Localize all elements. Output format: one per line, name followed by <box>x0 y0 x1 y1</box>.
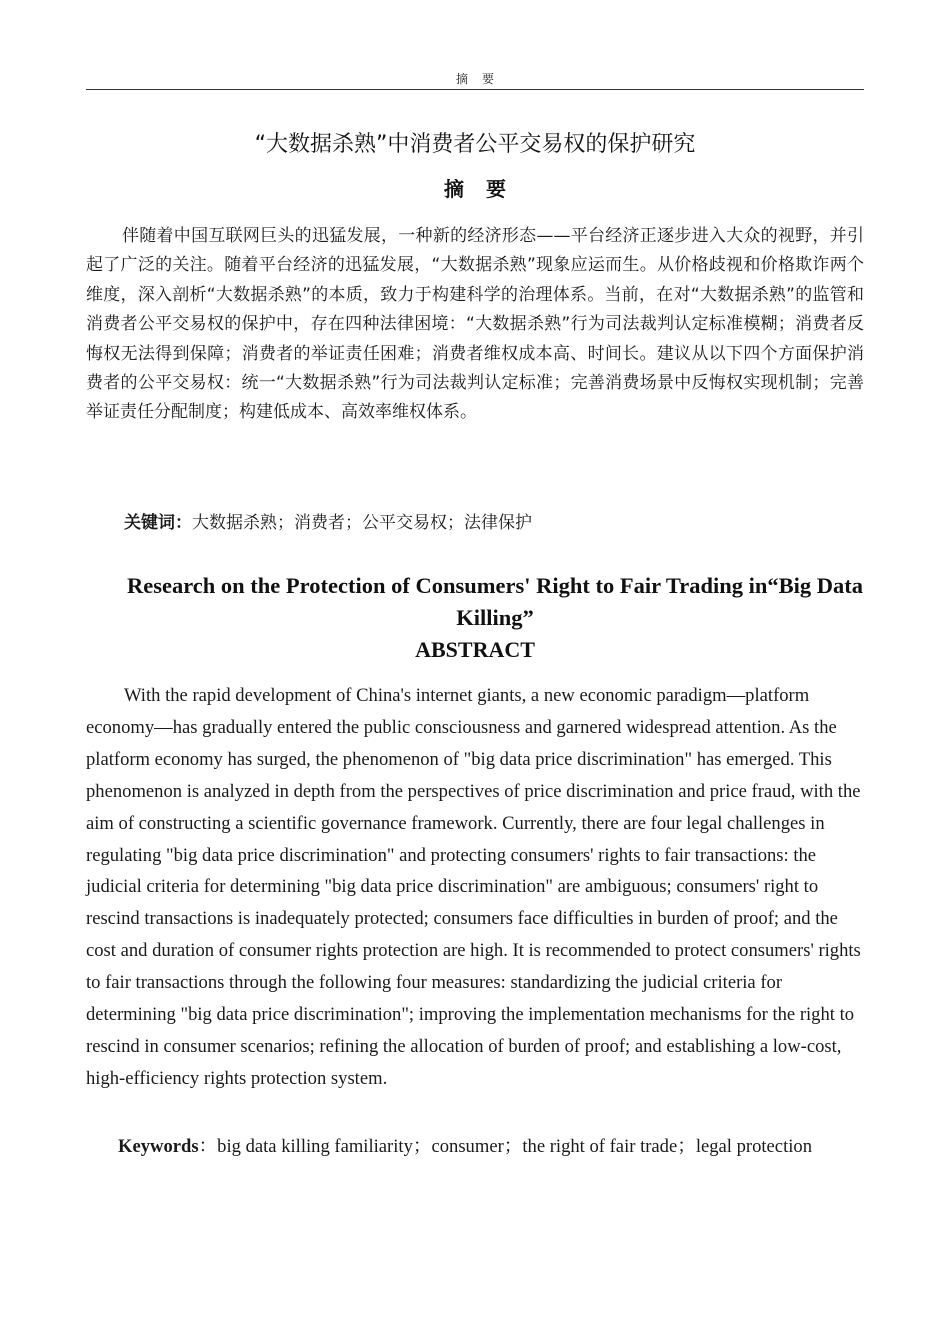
english-keywords <box>118 1132 812 1162</box>
chinese-abstract-body: 伴随着中国互联网巨头的迅猛发展，一种新的经济形态——平台经济正逐步进入大众的视野，并引起了广泛的关注。随着平台经济的迅猛发展，“大数据杀熟”现象应运而生。从价格歧视和价格欺诈两个维度，深入剖析“大数据杀熟”的本质，致力于构建科学的治理体系。当前，在对“大数据杀熟”的监管和消费者公平交易权的保护中，存在四种法律困境：“大数据杀熟”行为司法裁判认定标准模糊；消费者反悔权无法得到保障；消费者的举证责任困难；消费者维权成本高、时间长。建议从以下四个方面保护消费者的公平交易权：统一“大数据杀熟”行为司法裁判认定标准；完善消费场景中反悔权实现机制；完善举证责任分配制度；构建低成本、高效率维权体系。 <box>86 226 864 423</box>
english-abstract-body: With the rapid development of China's internet giants, a new economic paradigm—platform economy—has gradually entered the public consciousness and garnered widespread attention. As the platform economy has surged, the phenomenon of "big data price discrimination" has emerged. This phenomenon is analyzed in depth from the perspectives of price discrimination and price fraud, with the aim of constructing a scientific governance framework. Currently, there are four legal challenges in regulating "big data price discrimination" and protecting consumers' rights to fair transactions: the judicial criteria for determining "big data price discrimination" are ambiguous; consumers' right to rescind transactions is inadequately protected; consumers face difficulties in burden of proof; and the cost and duration of consumer rights protection are high. It is recommended to protect consumers' rights to fair transactions through the following four measures: standardizing the judicial criteria for determining "big data price discrimination"; improving the implementation mechanisms for the right to rescind in consumer scenarios; refining the allocation of burden of proof; and establishing a low-cost, high-efficiency rights protection system. <box>86 685 861 1089</box>
chinese-abstract-heading: 摘要 <box>444 177 528 201</box>
english-abstract-heading: ABSTRACT <box>415 637 535 662</box>
english-title: Research on the Protection of Consumers' Right to Fair Trading in“Big Data Killing” <box>126 573 864 630</box>
chinese-keywords-list: 大数据杀熟；消费者；公平交易权；法律保护 <box>192 513 532 533</box>
chinese-title: “大数据杀熟”中消费者公平交易权的保护研究 <box>254 132 696 157</box>
english-keywords-label: Keywords <box>118 1136 199 1157</box>
english-keywords-list: ：big data killing familiarity；consumer；the right of fair trade；legal protection <box>198 1136 812 1157</box>
chinese-keywords-label: 关键词： <box>124 513 192 533</box>
chinese-keywords <box>124 509 532 537</box>
running-header: 摘要 <box>455 72 508 86</box>
header-rule <box>86 89 864 90</box>
